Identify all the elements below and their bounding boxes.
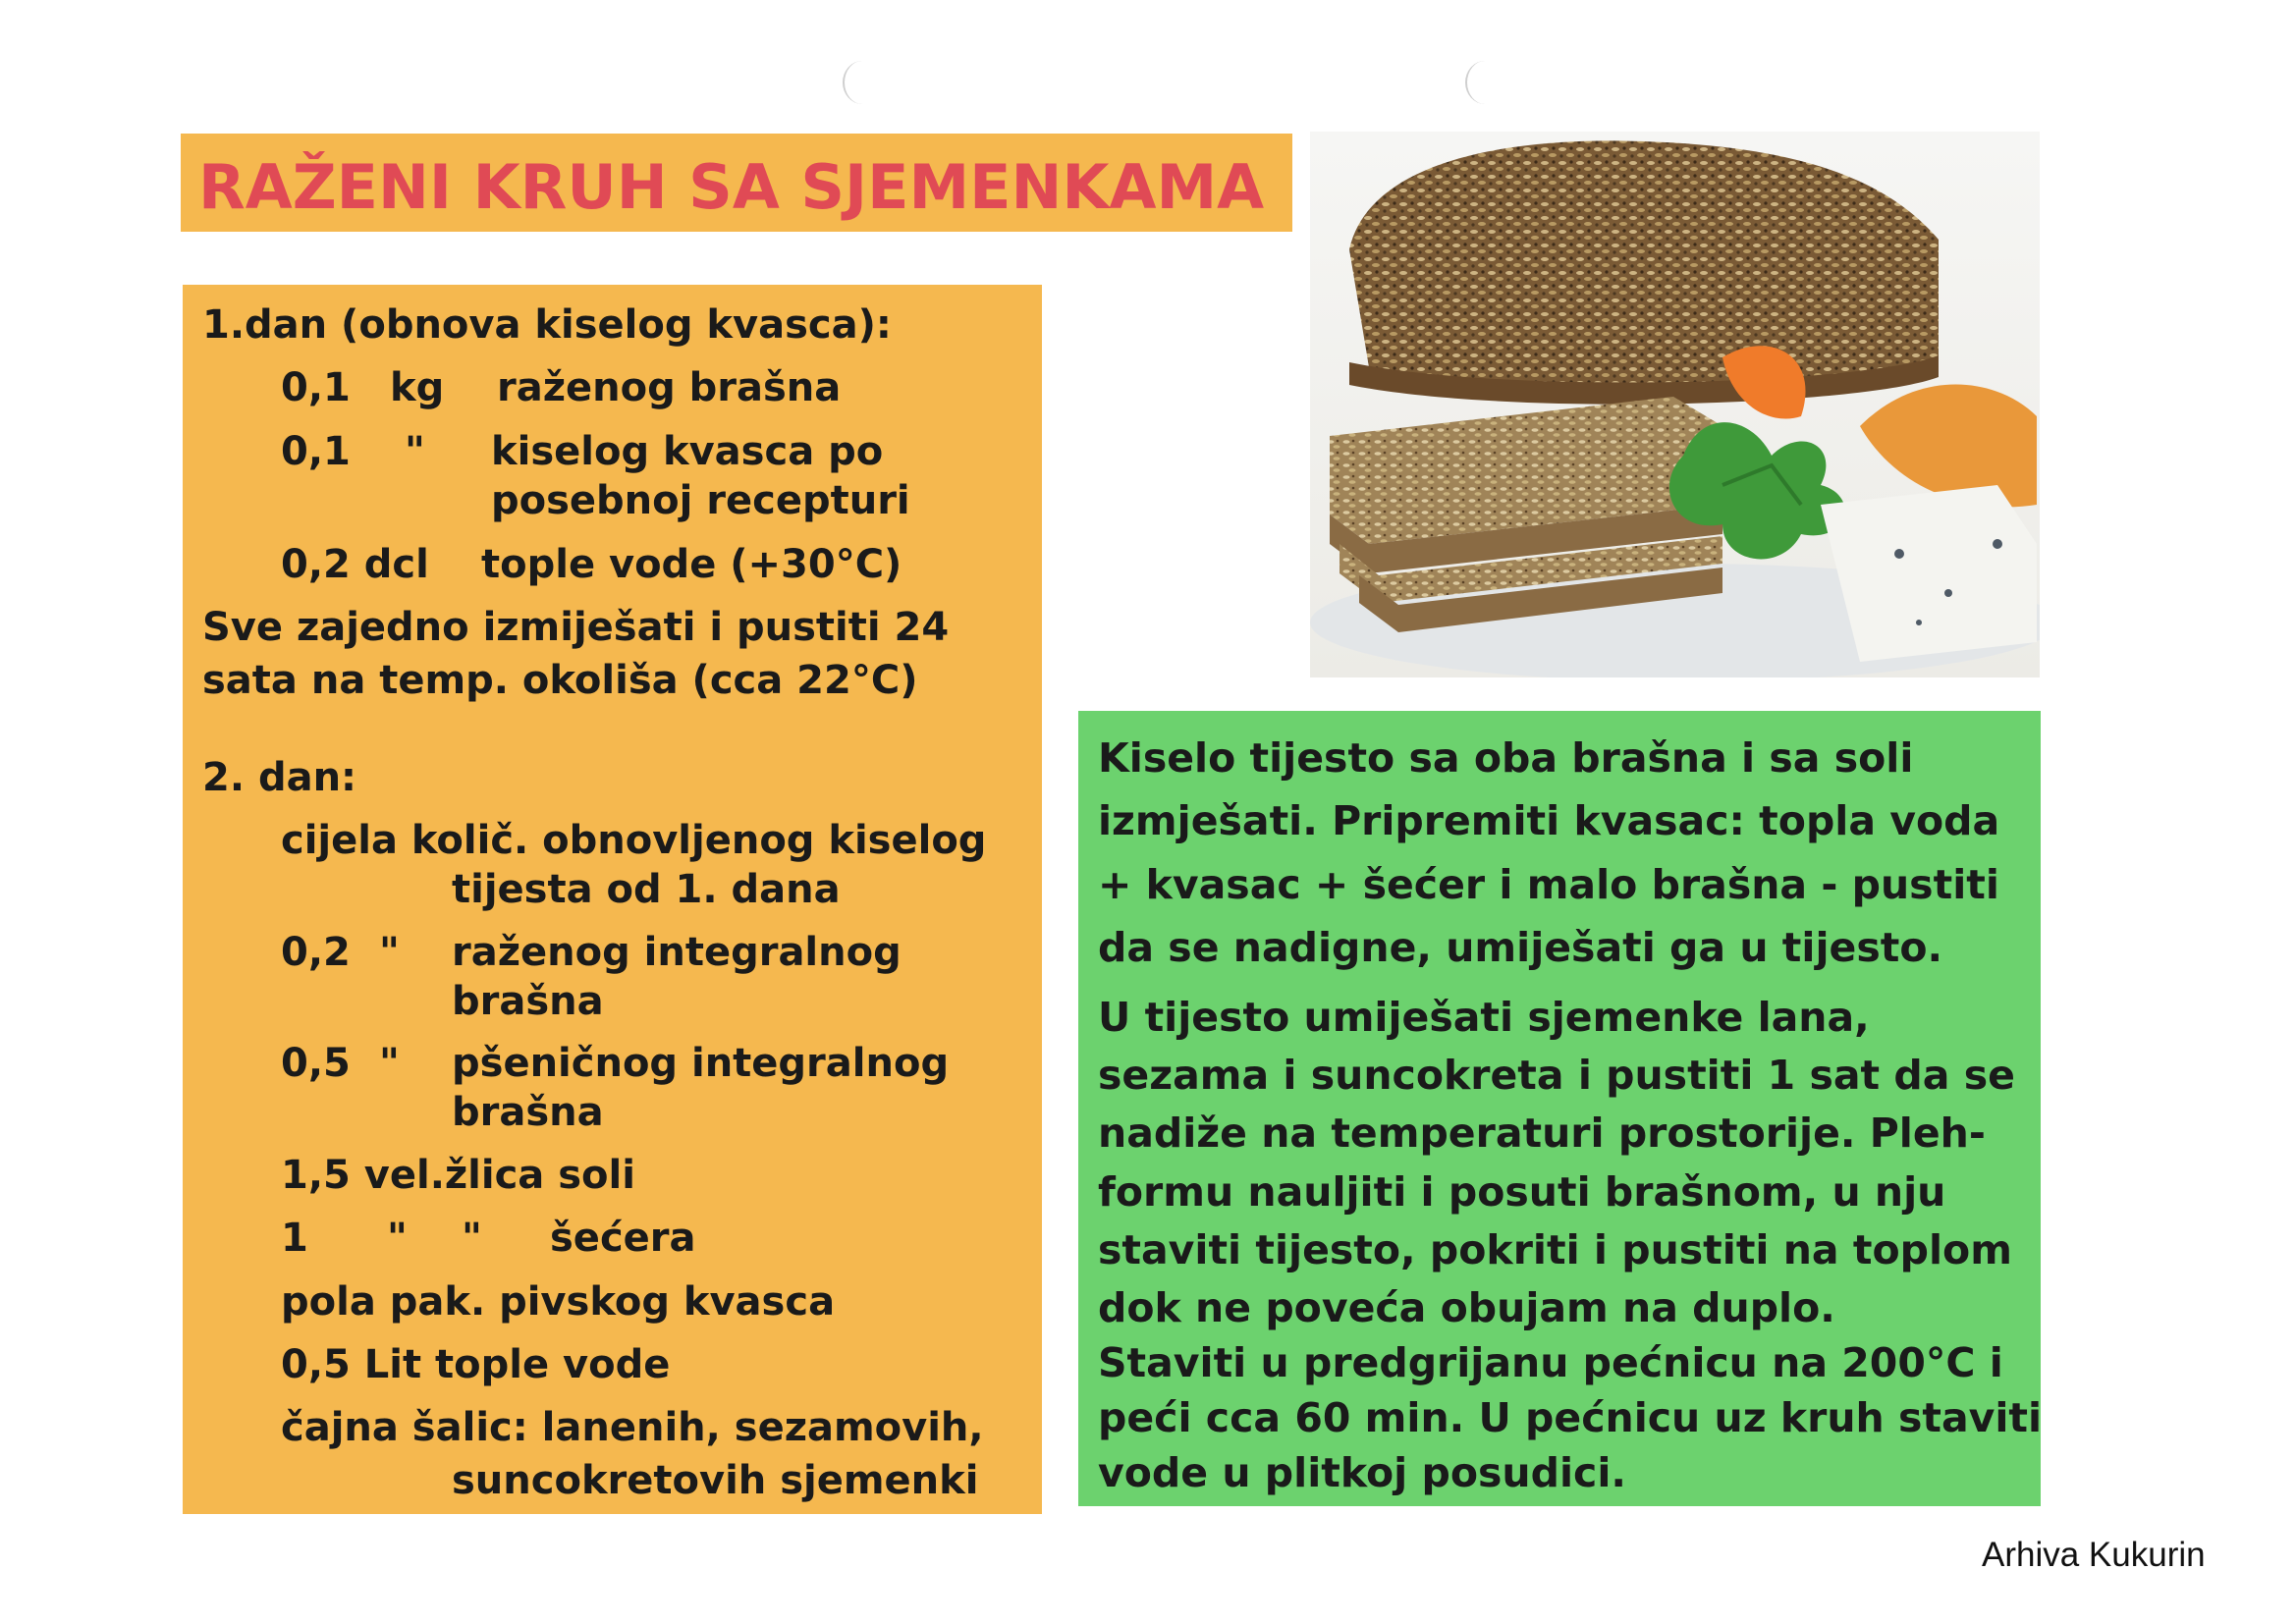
instruction-line: izmješati. Pripremiti kvasac: topla voda: [1098, 797, 2000, 844]
instruction-line: vode u plitkoj posudici.: [1098, 1449, 1626, 1496]
ingredient-unit: ": [387, 1216, 408, 1261]
recipe-title: RAŽENI KRUH SA SJEMENKAMA: [198, 151, 1265, 223]
ingredient-desc-continued: brašna: [452, 1090, 604, 1135]
ingredient-desc: tople vode (+30°C): [481, 542, 902, 587]
day1-heading: 1.dan (obnova kiselog kvasca):: [202, 302, 892, 348]
instruction-line: Kiselo tijesto sa oba brašna i sa soli: [1098, 734, 1914, 782]
ingredient-line-continued: suncokretovih sjemenki: [452, 1458, 979, 1503]
ingredient-line: čajna šalic: lanenih, sezamovih,: [281, 1405, 984, 1450]
ingredient-qty: 0,1: [281, 365, 351, 410]
ingredient-qty: 0,5: [281, 1041, 351, 1086]
ingredient-desc: raženog brašna: [497, 365, 842, 410]
binder-hole-mark: [1465, 61, 1504, 104]
ingredient-unit: ": [462, 1216, 482, 1261]
instruction-line: dok ne poveća obujam na duplo.: [1098, 1284, 1835, 1331]
ingredient-qty: 1: [281, 1216, 308, 1261]
instruction-line: peći cca 60 min. U pećnicu uz kruh staviti: [1098, 1394, 2043, 1441]
archive-credit: Arhiva Kukurin: [1982, 1536, 2206, 1574]
instruction-line: Staviti u predgrijanu pećnicu na 200°C i: [1098, 1339, 2003, 1386]
ingredient-line: 1,5 vel.žlica soli: [281, 1153, 635, 1198]
binder-hole-mark: [843, 61, 882, 104]
day1-note: sata na temp. okoliša (cca 22°C): [202, 658, 918, 703]
instruction-line: + kvasac + šećer i malo brašna - pustiti: [1098, 861, 1999, 908]
title-banner: [181, 134, 1292, 232]
ingredient-desc-continued: posebnoj recepturi: [491, 478, 910, 523]
instruction-line: staviti tijesto, pokriti i pustiti na toplom: [1098, 1226, 2012, 1273]
ingredient-line-continued: tijesta od 1. dana: [452, 867, 841, 912]
instruction-line: U tijesto umiješati sjemenke lana,: [1098, 994, 1870, 1041]
ingredient-desc: pšeničnog integralnog: [452, 1041, 950, 1086]
instruction-line: nadiže na temperaturi prostorije. Pleh-: [1098, 1110, 1986, 1157]
ingredient-line: 0,5 Lit tople vode: [281, 1342, 671, 1387]
ingredient-desc-continued: brašna: [452, 979, 604, 1024]
instruction-line: da se nadigne, umiješati ga u tijesto.: [1098, 924, 1943, 971]
ingredient-desc: šećera: [550, 1216, 696, 1261]
ingredient-unit: kg: [390, 365, 445, 410]
ingredient-unit: ": [405, 429, 425, 474]
instruction-line: sezama i suncokreta i pustiti 1 sat da se: [1098, 1052, 2015, 1099]
ingredient-desc: raženog integralnog: [452, 930, 902, 975]
day1-note: Sve zajedno izmiješati i pustiti 24: [202, 605, 950, 650]
ingredient-line: cijela količ. obnovljenog kiselog: [281, 818, 987, 863]
bread-photo: [1310, 132, 2040, 677]
ingredient-qty: 0,1: [281, 429, 351, 474]
ingredient-unit: ": [379, 930, 400, 975]
ingredient-line: pola pak. pivskog kvasca: [281, 1279, 836, 1325]
day2-heading: 2. dan:: [202, 755, 357, 800]
ingredient-desc: kiselog kvasca po: [491, 429, 884, 474]
instruction-line: formu nauljiti i posuti brašnom, u nju: [1098, 1168, 1946, 1216]
ingredient-qty: 0,2 dcl: [281, 542, 429, 587]
ingredient-qty: 0,2: [281, 930, 351, 975]
ingredient-unit: ": [379, 1041, 400, 1086]
